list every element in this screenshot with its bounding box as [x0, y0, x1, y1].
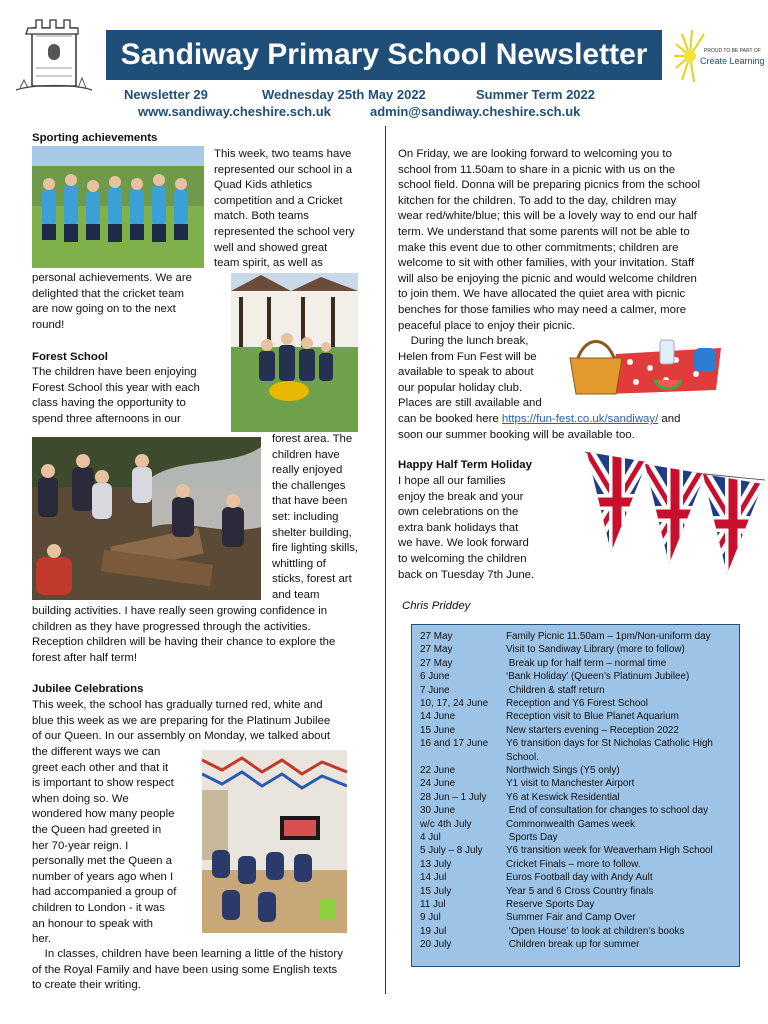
calendar-date: 27 May: [420, 631, 453, 642]
calendar-date: 16 and 17 June: [420, 738, 489, 750]
forest-school-photo: [32, 437, 261, 600]
jubilee-text-end: In classes, children have been learning a little of the history of the Royal Family and have been using some English texts to create their writing.: [32, 948, 343, 992]
calendar-event: Visit to Sandiway Library (more to follow): [506, 644, 685, 656]
calendar-date: 30 June: [420, 805, 456, 817]
term-label: Summer Term 2022: [476, 87, 595, 102]
calendar-date: 28 Jun – 1 July: [420, 791, 487, 803]
calendar-event: School.: [506, 751, 539, 763]
calendar-date: 15 July: [420, 885, 452, 897]
holiday-heading: Happy Half Term Holiday: [398, 459, 532, 471]
funfest-link[interactable]: https://fun-fest.co.uk/sandiway/: [501, 413, 659, 425]
calendar-date: 10, 17, 24 June: [420, 698, 489, 709]
calendar-date: 20 July: [420, 939, 452, 951]
calendar-date: 5 July – 8 July: [420, 845, 483, 857]
calendar-event: ‘Bank Holiday’ (Queen’s Platinum Jubilee): [506, 671, 690, 683]
email-link[interactable]: admin@sandiway.cheshire.sch.uk: [370, 104, 581, 119]
calendar-date: 27 May: [420, 657, 453, 669]
calendar-event: Children & staff return: [506, 684, 605, 696]
funfest-text: During the lunch break, Helen from Fun Fest will be available to speak to about our popular holiday club. Places are still available and: [398, 335, 542, 410]
calendar-date: 14 June: [420, 711, 456, 723]
calendar-event: Y1 visit to Manchester Airport: [506, 778, 635, 790]
sporting-text-right: This week, two teams have represented our school in a Quad Kids athletics competition and a Cricket match. Both teams represented the school very well and showed great team spirit, as well as: [214, 148, 355, 270]
calendar-event: Sports Day: [506, 832, 558, 843]
calendar-event: Summer Fair and Camp Over: [506, 912, 636, 924]
calendar-event: ‘Open House’ to look at children’s books: [506, 925, 685, 937]
calendar-event: Reception and Y6 Forest School: [506, 698, 648, 709]
newsletter-number: Newsletter 29: [124, 87, 208, 102]
calendar-event: Break up for half term – normal time: [506, 657, 667, 669]
calendar-date: 7 June: [420, 684, 450, 696]
column-divider: [385, 126, 386, 994]
calendar-date: 11 Jul: [420, 899, 446, 910]
forest-text-full: building activities. I have really seen growing confidence in children as they have progressed through the activities. Reception children will be having their chance to explore the forest after half term!: [32, 605, 336, 664]
calendar-date: 27 May: [420, 644, 453, 656]
calendar-event: Reception visit to Blue Planet Aquarium: [506, 711, 679, 723]
calendar-event: Northwich Sings (Y5 only): [506, 765, 620, 776]
funfest-last-line: soon our summer booking will be available too.: [398, 429, 635, 441]
forest-text-left: The children have been enjoying Forest School this year with each class having the opportunity to spend three afternoons in our: [32, 366, 200, 425]
calendar-event: Commonwealth Games week: [506, 818, 635, 830]
sporting-text-left: personal achievements. We are delighted that the cricket team are now going on to the next round!: [32, 272, 192, 331]
cricket-team-photo: [231, 273, 358, 432]
jubilee-text-full: This week, the school has gradually turned red, white and blue this week as we are preparing for the Platinum Jubilee of our Queen. In our assembly on Monday, we talked about: [32, 699, 331, 743]
calendar-date: 13 July: [420, 858, 452, 870]
union-flag-bunting: [585, 450, 765, 580]
forest-heading: Forest School: [32, 351, 108, 363]
calendar-event: End of consultation for changes to school day: [506, 805, 709, 817]
calendar-event: Y6 transition week for Weaverham High School: [506, 845, 713, 857]
calendar-event: Reserve Sports Day: [506, 899, 595, 910]
signature: Chris Priddey: [402, 600, 471, 612]
jubilee-text-left: the different ways we can greet each other and that it is important to show respect when doing so. We wondered how many people the Queen had greeted in her 70-year reign. I personally met the Queen a number of years ago when I had accompanied a group of children to London - it was an honour to speak with her.: [32, 746, 177, 946]
logo-brand: Create Learning: [700, 56, 765, 66]
logo-tagline: PROUD TO BE PART OF: [704, 48, 761, 54]
calendar-event: New starters evening – Reception 2022: [506, 724, 679, 736]
calendar-event: Year 5 and 6 Cross Country finals: [506, 885, 654, 897]
calendar-date: 19 Jul: [420, 925, 447, 937]
picnic-illustration: [566, 334, 721, 398]
calendar-event: Y6 at Keswick Residential: [506, 791, 620, 803]
website-link[interactable]: www.sandiway.cheshire.sch.uk: [138, 104, 331, 119]
newsletter-title: Sandiway Primary School Newsletter: [106, 30, 662, 80]
forest-text-right: forest area. The children have really enjoyed the challenges that have been set: including shelter building, fire lighting skills, whittling of sticks, forest art and team: [272, 433, 359, 601]
calendar-date: 15 June: [420, 724, 456, 736]
calendar-date: 4 Jul: [420, 832, 441, 843]
holiday-text: I hope all our families enjoy the break and your own celebrations on the extra bank holidays that we have. We look forward to welcoming the children back on Tuesday 7th June.: [398, 475, 535, 581]
calendar-date: w/c 4th July: [420, 818, 472, 830]
create-learning-logo: [670, 24, 765, 88]
calendar-date: 6 June: [420, 671, 450, 683]
school-crest-logo: [14, 14, 94, 96]
sporting-heading: Sporting achievements: [32, 132, 158, 144]
calendar-event: Euros Football day with Andy Ault: [506, 872, 653, 884]
jubilee-heading: Jubilee Celebrations: [32, 683, 144, 695]
calendar-event: Children break up for summer: [506, 939, 640, 951]
calendar-date: 24 June: [420, 778, 456, 790]
athletics-photo: [32, 146, 204, 268]
picnic-text: On Friday, we are looking forward to welcoming you to school from 11.50am to share in a picnic with us on the school field. Donna will be preparing picnics from the school kitchen for the children. To add to the day, children may wear red/white/blue; this will be a lovely way to end our half term. We understand that some parents will not be able to make this event due to other commitments; children are welcome to sit with other families, with your invitation. Staff will also be enjoying the picnic and would welcome children to join them. We have allocated the quiet area with picnic benches for those families who may need a calmer, more peaceful place to enjoy their picnic.: [398, 148, 701, 332]
calendar-date: 9 Jul: [420, 912, 441, 924]
calendar-event: Cricket Finals – more to follow.: [506, 858, 641, 870]
newsletter-date: Wednesday 25th May 2022: [262, 87, 426, 102]
calendar-date: 14 Jul: [420, 872, 447, 884]
calendar-date: 22 June: [420, 765, 456, 776]
classroom-photo: [202, 750, 347, 933]
calendar-event: Family Picnic 11.50am – 1pm/Non-uniform day: [506, 631, 711, 642]
events-calendar: [411, 624, 740, 967]
funfest-link-line: can be booked here https://fun-fest.co.uk/sandiway/ and: [398, 413, 681, 425]
calendar-event: Y6 transition days for St Nicholas Catholic High: [506, 738, 713, 750]
